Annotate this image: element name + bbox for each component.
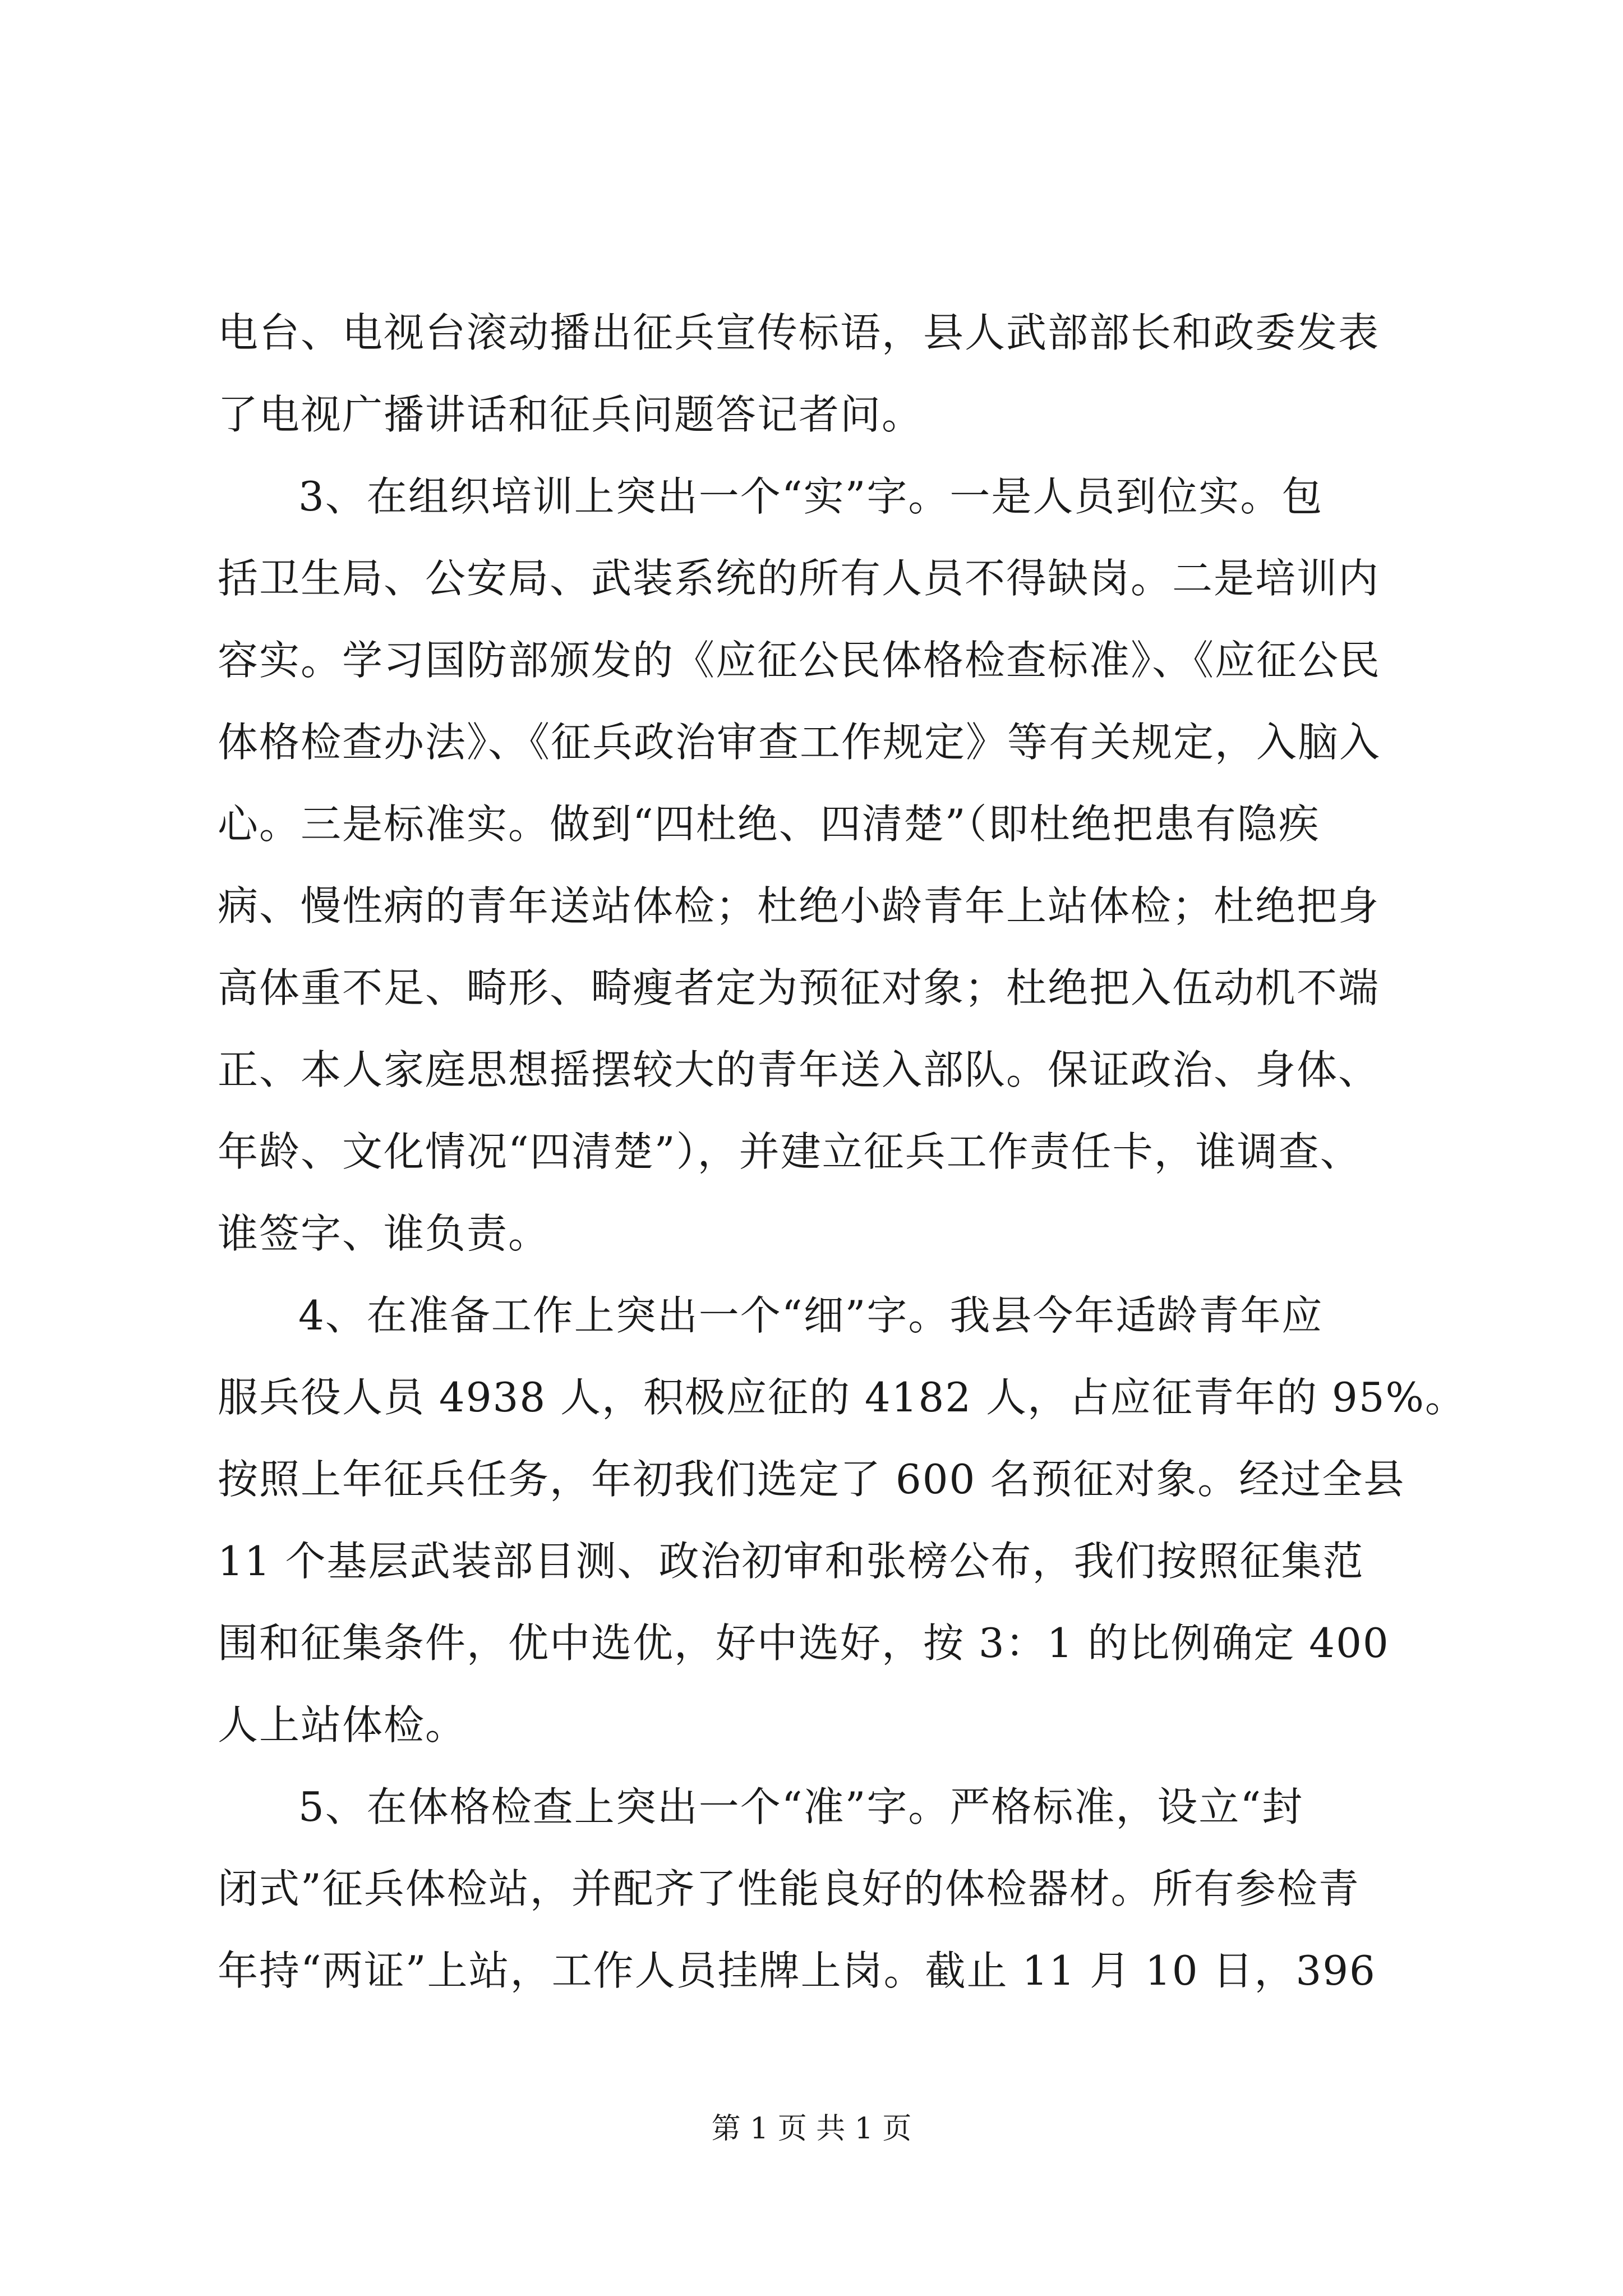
text-line: 心。三是标准实。做到“四杜绝、四清楚”（即杜绝把患有隐疾 xyxy=(218,800,1320,848)
page-number-label: 第 1 页 共 1 页 xyxy=(711,2112,912,2146)
paragraph-start-line: 3、在组织培训上突出一个“实”字。一是人员到位实。包 xyxy=(298,473,1324,520)
text-line: 容实。学习国防部颁发的《应征公民体格检查标准》、《应征公民 xyxy=(218,637,1381,684)
text-line: 电台、电视台滚动播出征兵宣传标语，县人武部部长和政委发表 xyxy=(218,309,1380,356)
paragraph-start-line: 4、在准备工作上突出一个“细”字。我县今年适龄青年应 xyxy=(298,1292,1324,1339)
text-line: 高体重不足、畸形、畸瘦者定为预征对象；杜绝把入伍动机不端 xyxy=(218,964,1380,1011)
text-line: 人上站体检。 xyxy=(218,1701,467,1749)
text-line: 按照上年征兵任务，年初我们选定了 600 名预征对象。经过全县 xyxy=(218,1456,1405,1503)
page-footer xyxy=(0,2109,1623,2148)
text-line: 11 个基层武装部目测、政治初审和张榜公布，我们按照征集范 xyxy=(218,1538,1364,1585)
text-line: 了电视广播讲话和征兵问题答记者问。 xyxy=(218,391,924,438)
text-line: 括卫生局、公安局、武装系统的所有人员不得缺岗。二是培训内 xyxy=(218,555,1380,602)
document-body xyxy=(218,292,1467,2012)
text-line: 体格检查办法》、《征兵政治审查工作规定》等有关规定，入脑入 xyxy=(218,719,1381,766)
text-line: 病、慢性病的青年送站体检；杜绝小龄青年上站体检；杜绝把身 xyxy=(218,882,1380,930)
text-line: 正、本人家庭思想摇摆较大的青年送入部队。保证政治、身体、 xyxy=(218,1046,1380,1093)
text-line: 服兵役人员 4938 人，积极应征的 4182 人，占应征青年的 95%。 xyxy=(218,1374,1467,1421)
text-line: 闭式”征兵体检站，并配齐了性能良好的体检器材。所有参检青 xyxy=(218,1865,1360,1912)
text-line: 年持“两证”上站，工作人员挂牌上岗。截止 11 月 10 日，396 xyxy=(218,1947,1376,1994)
text-line: 年龄、文化情况“四清楚”），并建立征兵工作责任卡，谁调查、 xyxy=(218,1128,1362,1175)
text-line: 谁签字、谁负责。 xyxy=(218,1210,550,1257)
text-line: 围和征集条件，优中选优，好中选好，按 3：1 的比例确定 400 xyxy=(218,1619,1390,1667)
paragraph-start-line: 5、在体格检查上突出一个“准”字。严格标准，设立“封 xyxy=(298,1783,1304,1830)
